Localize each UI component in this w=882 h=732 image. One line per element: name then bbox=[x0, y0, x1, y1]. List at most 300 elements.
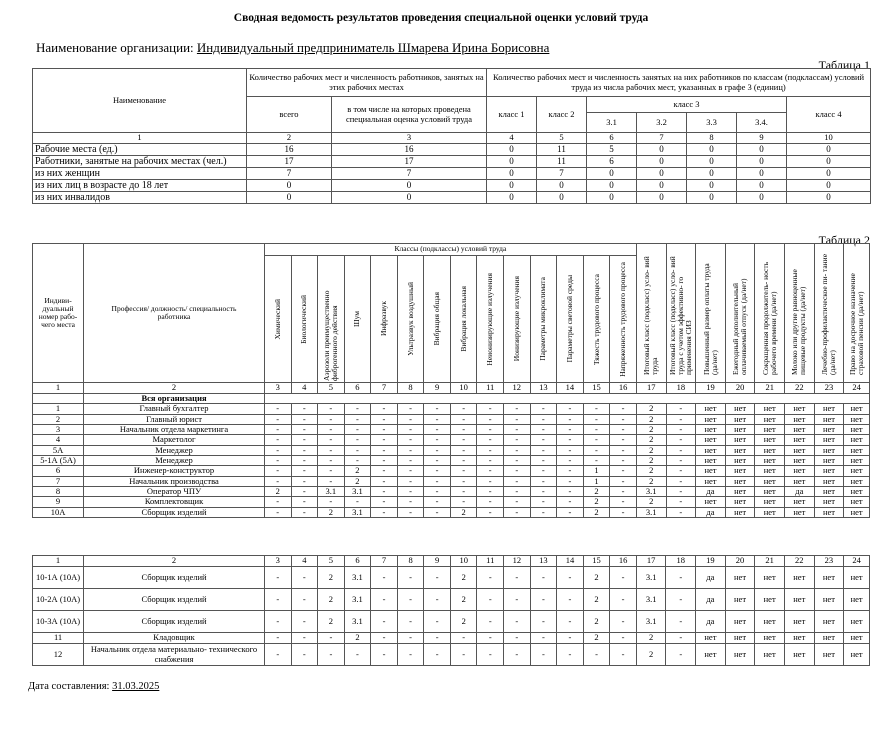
t3-cell: - bbox=[371, 589, 398, 611]
t2-row-id: 1 bbox=[33, 404, 84, 414]
t1-row bbox=[33, 180, 871, 192]
t2-factor-header bbox=[450, 256, 477, 383]
t2-cell: - bbox=[264, 466, 291, 476]
t3-cell: - bbox=[557, 644, 584, 666]
t2-cell: - bbox=[666, 466, 696, 476]
t2-column-number: 14 bbox=[557, 383, 584, 394]
t2-cell: - bbox=[557, 425, 584, 435]
t2-row-id: 5-1А (5А) bbox=[33, 456, 84, 466]
t2-cell: - bbox=[666, 414, 696, 424]
t1-cell: 11 bbox=[537, 144, 587, 156]
t3-cell: 3.1 bbox=[344, 567, 371, 589]
t1-cell: 0 bbox=[537, 192, 587, 204]
t1-row bbox=[33, 156, 871, 168]
t3-cell: - bbox=[557, 633, 584, 644]
t2-cell: 3.1 bbox=[636, 487, 666, 497]
t2-factor-text: Повышенный размер оплаты труда (да/нет) bbox=[701, 263, 719, 375]
t2-factor-header bbox=[557, 256, 584, 383]
t2-cell: - bbox=[264, 414, 291, 424]
t2-row-name: Начальник отдела маркетинга bbox=[84, 425, 265, 435]
t2-factor-text: Параметры световой среды bbox=[564, 275, 574, 363]
t2-cell: 2 bbox=[636, 456, 666, 466]
t3-column-number: 16 bbox=[610, 556, 637, 567]
t3-column-number: 14 bbox=[557, 556, 584, 567]
t2-cell: 1 bbox=[583, 466, 610, 476]
t3-cell: 2 bbox=[636, 644, 666, 666]
workplaces-table bbox=[32, 243, 870, 518]
t1-column-number: 5 bbox=[537, 133, 587, 144]
t3-cell: нет bbox=[814, 633, 844, 644]
t2-cell: нет bbox=[814, 404, 844, 414]
t2-cell: нет bbox=[814, 425, 844, 435]
t2-cell: - bbox=[557, 497, 584, 507]
t3-cell: нет bbox=[784, 644, 814, 666]
t2-cell: - bbox=[318, 456, 345, 466]
t2-cell: - bbox=[504, 507, 531, 517]
t1-cell: 0 bbox=[637, 144, 687, 156]
t2-cell: - bbox=[371, 456, 398, 466]
t3-cell: нет bbox=[755, 644, 785, 666]
t2-cell: - bbox=[477, 476, 504, 486]
t1-column-numbers bbox=[33, 133, 871, 144]
t2-cell: - bbox=[397, 414, 424, 424]
t2-cell: - bbox=[291, 497, 318, 507]
t2-column-number: 6 bbox=[344, 383, 371, 394]
t2-cell: - bbox=[530, 425, 557, 435]
t3-cell: нет bbox=[725, 633, 755, 644]
t2-row-name: Сборщик изделий bbox=[84, 507, 265, 517]
t2-cell: - bbox=[450, 414, 477, 424]
t1-cell: 0 bbox=[332, 180, 487, 192]
t2-factor-text: Молоко или другие равноценные пищевые продукты (да/нет) bbox=[790, 269, 808, 375]
t1-cell: 0 bbox=[247, 180, 332, 192]
t2-cell: - bbox=[344, 435, 371, 445]
t2-cell: нет bbox=[785, 435, 815, 445]
t3-cell: да bbox=[696, 589, 726, 611]
t3-cell: нет bbox=[755, 611, 785, 633]
t2-column-number: 13 bbox=[530, 383, 557, 394]
t2-factor-header bbox=[264, 256, 291, 383]
t2-column-number: 17 bbox=[636, 383, 666, 394]
t2-cell: - bbox=[264, 425, 291, 435]
t2-cell: - bbox=[291, 456, 318, 466]
t2-row-id: 4 bbox=[33, 435, 84, 445]
t2-cell: - bbox=[344, 425, 371, 435]
t1-header-classes-group: Количество рабочих мест и численность занятых на них работников по классам (подклассам) условий труда из числа рабочих мест, указанных в графе 3 (единиц) bbox=[487, 69, 871, 97]
t2-cell: нет bbox=[725, 497, 755, 507]
t2-cell: 2 bbox=[344, 476, 371, 486]
t1-row-name: из них лиц в возрасте до 18 лет bbox=[33, 180, 247, 192]
t2-cell: - bbox=[318, 476, 345, 486]
t2-factor-header bbox=[530, 256, 557, 383]
t2-factor-text: Ионизирующие излучения bbox=[511, 276, 521, 362]
t2-cell: - bbox=[666, 435, 696, 445]
organization-label: Наименование организации: bbox=[36, 40, 194, 55]
t2-cell: - bbox=[371, 414, 398, 424]
t2-cell: - bbox=[371, 497, 398, 507]
t3-cell: - bbox=[610, 633, 637, 644]
t2-cell: - bbox=[450, 404, 477, 414]
t2-cell: - bbox=[397, 404, 424, 414]
t3-column-number: 6 bbox=[344, 556, 371, 567]
t3-cell: - bbox=[371, 633, 398, 644]
t2-factor-header bbox=[477, 256, 504, 383]
t3-row bbox=[33, 633, 870, 644]
t2-cell: - bbox=[583, 404, 610, 414]
t3-row-id: 10-2А (10А) bbox=[33, 589, 84, 611]
t2-row-id: 9 bbox=[33, 497, 84, 507]
t1-column-number: 9 bbox=[737, 133, 787, 144]
t2-row bbox=[33, 476, 870, 486]
t2-cell: нет bbox=[755, 404, 785, 414]
t1-row-name: из них инвалидов bbox=[33, 192, 247, 204]
t3-cell: да bbox=[696, 611, 726, 633]
t3-cell: - bbox=[424, 611, 451, 633]
t3-column-number: 4 bbox=[291, 556, 318, 567]
t2-cell: - bbox=[318, 414, 345, 424]
t3-body bbox=[33, 567, 870, 666]
t2-cell: нет bbox=[755, 497, 785, 507]
t2-header-classes-group: Классы (подклассы) условий труда bbox=[264, 244, 636, 256]
t3-row-id: 11 bbox=[33, 633, 84, 644]
t2-cell: - bbox=[450, 445, 477, 455]
t2-cell: нет bbox=[785, 445, 815, 455]
t2-cell: 3.1 bbox=[636, 507, 666, 517]
t3-row-id: 12 bbox=[33, 644, 84, 666]
t3-cell: нет bbox=[814, 589, 844, 611]
t2-factor-header bbox=[610, 256, 637, 383]
t2-row bbox=[33, 456, 870, 466]
t2-cell: - bbox=[557, 456, 584, 466]
t2-cell: нет bbox=[755, 445, 785, 455]
t2-cell: 2 bbox=[318, 507, 345, 517]
t3-cell: - bbox=[371, 611, 398, 633]
t2-cell: нет bbox=[696, 404, 726, 414]
t2-cell: - bbox=[530, 445, 557, 455]
t2-cell: - bbox=[424, 507, 451, 517]
t2-column-number: 24 bbox=[844, 383, 870, 394]
t2-cell: - bbox=[504, 476, 531, 486]
t2-cell: 3.1 bbox=[344, 487, 371, 497]
t3-cell: нет bbox=[844, 644, 870, 666]
t3-column-number: 20 bbox=[725, 556, 755, 567]
t2-cell: - bbox=[530, 497, 557, 507]
t2-cell: нет bbox=[696, 425, 726, 435]
t2-cell: нет bbox=[755, 487, 785, 497]
t1-cell: 0 bbox=[737, 192, 787, 204]
t2-cell: - bbox=[530, 476, 557, 486]
t2-cell: - bbox=[666, 476, 696, 486]
t1-column-number: 4 bbox=[487, 133, 537, 144]
t2-column-number: 16 bbox=[610, 383, 637, 394]
t2-cell: - bbox=[291, 445, 318, 455]
t2-cell: - bbox=[264, 404, 291, 414]
t3-cell: - bbox=[344, 644, 371, 666]
t2-cell: - bbox=[397, 507, 424, 517]
t2-row-id: 2 bbox=[33, 414, 84, 424]
t1-column-number: 2 bbox=[247, 133, 332, 144]
t3-cell: - bbox=[666, 567, 696, 589]
t2-cell: нет bbox=[785, 497, 815, 507]
t3-cell: - bbox=[666, 589, 696, 611]
t1-cell: 0 bbox=[587, 192, 637, 204]
t2-factor-text: Напряженность трудового процесса bbox=[618, 261, 628, 377]
t2-factor-header bbox=[371, 256, 398, 383]
t2-cell: - bbox=[557, 435, 584, 445]
t2-cell: нет bbox=[785, 507, 815, 517]
t2-cell: нет bbox=[725, 476, 755, 486]
t2-cell: нет bbox=[844, 445, 870, 455]
t2-cell: нет bbox=[725, 507, 755, 517]
t2-cell: нет bbox=[696, 456, 726, 466]
t3-cell: 3.1 bbox=[344, 611, 371, 633]
t3-cell: 2 bbox=[450, 567, 477, 589]
t1-cell: 17 bbox=[247, 156, 332, 168]
t2-factor-header bbox=[755, 244, 785, 383]
t2-cell: - bbox=[397, 445, 424, 455]
t3-cell: - bbox=[264, 633, 291, 644]
t2-cell: - bbox=[504, 445, 531, 455]
t2-cell: нет bbox=[755, 507, 785, 517]
t2-cell: - bbox=[504, 487, 531, 497]
t2-row bbox=[33, 425, 870, 435]
t2-header-id bbox=[33, 244, 84, 383]
t2-cell: нет bbox=[725, 487, 755, 497]
t3-cell: нет bbox=[755, 633, 785, 644]
t2-cell: нет bbox=[814, 497, 844, 507]
t3-cell: - bbox=[291, 589, 318, 611]
t2-cell: - bbox=[264, 497, 291, 507]
t1-header-class3-3: 3.3 bbox=[687, 113, 737, 133]
t1-cell: 11 bbox=[537, 156, 587, 168]
t2-cell: 2 bbox=[636, 435, 666, 445]
t2-cell: - bbox=[450, 476, 477, 486]
t2-cell: - bbox=[477, 487, 504, 497]
t2-cell: нет bbox=[755, 425, 785, 435]
t1-row bbox=[33, 168, 871, 180]
t1-header-assessed: в том числе на которых проведена специальная оценка условий труда bbox=[332, 97, 487, 133]
t3-row-id: 10-1А (10А) bbox=[33, 567, 84, 589]
t1-cell: 0 bbox=[687, 192, 737, 204]
t2-cell: - bbox=[530, 414, 557, 424]
t3-cell: - bbox=[477, 611, 504, 633]
t2-cell: - bbox=[610, 456, 637, 466]
t2-factor-text: Неионизирующие излучения bbox=[485, 272, 495, 366]
t2-column-number: 12 bbox=[504, 383, 531, 394]
t2-column-number: 22 bbox=[785, 383, 815, 394]
t3-column-number: 3 bbox=[264, 556, 291, 567]
t2-cell: - bbox=[504, 425, 531, 435]
t2-cell: - bbox=[264, 435, 291, 445]
t2-cell: - bbox=[371, 404, 398, 414]
t2-factor-header bbox=[291, 256, 318, 383]
t3-cell: нет bbox=[844, 567, 870, 589]
t1-cell: 16 bbox=[247, 144, 332, 156]
t2-cell: нет bbox=[725, 466, 755, 476]
t2-cell: 2 bbox=[636, 476, 666, 486]
t3-row bbox=[33, 644, 870, 666]
t2-cell: нет bbox=[814, 466, 844, 476]
t3-cell: - bbox=[424, 644, 451, 666]
t2-cell: - bbox=[371, 425, 398, 435]
t3-cell: - bbox=[557, 567, 584, 589]
t3-cell: - bbox=[264, 611, 291, 633]
t1-row-name: Рабочие места (ед.) bbox=[33, 144, 247, 156]
t2-cell: - bbox=[504, 466, 531, 476]
t2-factor-text: Химический bbox=[272, 298, 282, 340]
t2-column-number: 3 bbox=[264, 383, 291, 394]
t2-cell: нет bbox=[755, 414, 785, 424]
t3-cell: - bbox=[477, 644, 504, 666]
t3-cell: - bbox=[318, 633, 345, 644]
t2-cell: 1 bbox=[583, 476, 610, 486]
t2-cell: - bbox=[397, 435, 424, 445]
t2-cell: - bbox=[424, 445, 451, 455]
t2-factor-text: Инфразвук bbox=[379, 301, 389, 337]
t2-cell: - bbox=[557, 445, 584, 455]
t1-cell: 17 bbox=[332, 156, 487, 168]
t3-cell: 2 bbox=[583, 589, 610, 611]
t1-column-number: 3 bbox=[332, 133, 487, 144]
t2-cell: - bbox=[264, 456, 291, 466]
table2-caption: Таблица 2 bbox=[818, 233, 870, 247]
t3-column-number: 7 bbox=[371, 556, 398, 567]
t1-header-total: всего bbox=[247, 97, 332, 133]
t3-cell: нет bbox=[814, 567, 844, 589]
t2-row bbox=[33, 507, 870, 517]
t3-cell: - bbox=[291, 633, 318, 644]
t2-row bbox=[33, 445, 870, 455]
t2-row bbox=[33, 497, 870, 507]
t2-cell: да bbox=[696, 507, 726, 517]
t2-row bbox=[33, 404, 870, 414]
t2-cell: нет bbox=[814, 487, 844, 497]
date-value: 31.03.2025 bbox=[112, 681, 160, 692]
t3-cell: нет bbox=[844, 633, 870, 644]
t2-cell: - bbox=[424, 466, 451, 476]
t2-cell: - bbox=[477, 507, 504, 517]
t2-cell: - bbox=[610, 487, 637, 497]
t2-section-title: Вся организация bbox=[84, 394, 265, 404]
t3-cell: нет bbox=[725, 589, 755, 611]
t2-cell: - bbox=[557, 476, 584, 486]
t2-row bbox=[33, 487, 870, 497]
t3-cell: - bbox=[450, 644, 477, 666]
t3-cell: 2 bbox=[583, 611, 610, 633]
t2-row-name: Менеджер bbox=[84, 445, 265, 455]
t2-factor-text: Тяжесть трудового процесса bbox=[591, 273, 601, 365]
t2-cell: - bbox=[371, 445, 398, 455]
t2-cell: - bbox=[557, 507, 584, 517]
t2-cell: - bbox=[344, 445, 371, 455]
t2-section-row bbox=[33, 394, 870, 404]
t2-cell: 2 bbox=[636, 425, 666, 435]
t3-cell: - bbox=[530, 589, 557, 611]
t2-cell: - bbox=[610, 435, 637, 445]
t3-cell: - bbox=[530, 633, 557, 644]
t3-cell: - bbox=[264, 644, 291, 666]
t3-cell: - bbox=[477, 633, 504, 644]
t3-cell: нет bbox=[725, 567, 755, 589]
t2-cell: нет bbox=[814, 414, 844, 424]
t2-factor-text: Вибрация общая bbox=[432, 292, 442, 346]
t2-cell: 2 bbox=[583, 507, 610, 517]
t1-cell: 0 bbox=[332, 192, 487, 204]
t3-cell: - bbox=[557, 589, 584, 611]
t3-cell: - bbox=[504, 567, 531, 589]
t2-factor-text: Сокращенная продолжитель- ность рабочего времени (да/нет) bbox=[760, 261, 778, 375]
t2-column-number: 8 bbox=[397, 383, 424, 394]
t3-cell: - bbox=[424, 567, 451, 589]
t2-cell: нет bbox=[696, 414, 726, 424]
t3-cell: 2 bbox=[450, 589, 477, 611]
t2-cell: - bbox=[504, 404, 531, 414]
t2-cell: нет bbox=[725, 435, 755, 445]
t1-cell: 7 bbox=[332, 168, 487, 180]
t2-cell: - bbox=[530, 507, 557, 517]
t3-cell: - bbox=[610, 567, 637, 589]
t2-cell: - bbox=[264, 476, 291, 486]
t1-header-class4: класс 4 bbox=[787, 97, 871, 133]
t2-cell: - bbox=[291, 404, 318, 414]
t2-cell: нет bbox=[814, 445, 844, 455]
t3-column-number: 2 bbox=[84, 556, 265, 567]
t3-cell: - bbox=[264, 567, 291, 589]
t2-column-number: 23 bbox=[814, 383, 844, 394]
t3-cell: - bbox=[397, 644, 424, 666]
t2-row-name: Инженер-конструктор bbox=[84, 466, 265, 476]
t2-cell: - bbox=[504, 414, 531, 424]
t2-row-name: Начальник производства bbox=[84, 476, 265, 486]
t2-cell: нет bbox=[696, 435, 726, 445]
t2-cell: нет bbox=[725, 456, 755, 466]
t2-cell: - bbox=[397, 466, 424, 476]
t3-column-number: 18 bbox=[666, 556, 696, 567]
t2-cell: нет bbox=[755, 476, 785, 486]
t2-cell: нет bbox=[844, 425, 870, 435]
t2-cell: - bbox=[666, 445, 696, 455]
t2-factor-header bbox=[636, 244, 666, 383]
t2-row-id: 7 bbox=[33, 476, 84, 486]
t1-cell: 0 bbox=[737, 156, 787, 168]
t2-column-number: 21 bbox=[755, 383, 785, 394]
t3-column-number: 11 bbox=[477, 556, 504, 567]
t2-section-spacer bbox=[33, 394, 84, 404]
t3-cell: 2 bbox=[583, 633, 610, 644]
t2-cell: нет bbox=[755, 466, 785, 476]
t2-cell: - bbox=[344, 404, 371, 414]
t2-row-id: 6 bbox=[33, 466, 84, 476]
t2-cell: - bbox=[397, 487, 424, 497]
t2-cell: нет bbox=[814, 507, 844, 517]
t3-cell: нет bbox=[696, 644, 726, 666]
t2-cell: - bbox=[610, 445, 637, 455]
t1-cell: 0 bbox=[787, 156, 871, 168]
t3-cell: нет bbox=[844, 611, 870, 633]
t2-cell: нет bbox=[785, 466, 815, 476]
organization-line bbox=[36, 40, 549, 56]
t2-factor-text: Ультразвук воздушный bbox=[405, 282, 415, 356]
t3-cell: - bbox=[264, 589, 291, 611]
t3-cell: - bbox=[397, 611, 424, 633]
t3-column-number: 8 bbox=[397, 556, 424, 567]
t2-cell: нет bbox=[844, 456, 870, 466]
t2-cell: - bbox=[666, 425, 696, 435]
t3-cell: 2 bbox=[318, 611, 345, 633]
t3-cell: - bbox=[666, 644, 696, 666]
t2-cell: - bbox=[557, 487, 584, 497]
t2-factor-text: Шум bbox=[352, 311, 362, 327]
